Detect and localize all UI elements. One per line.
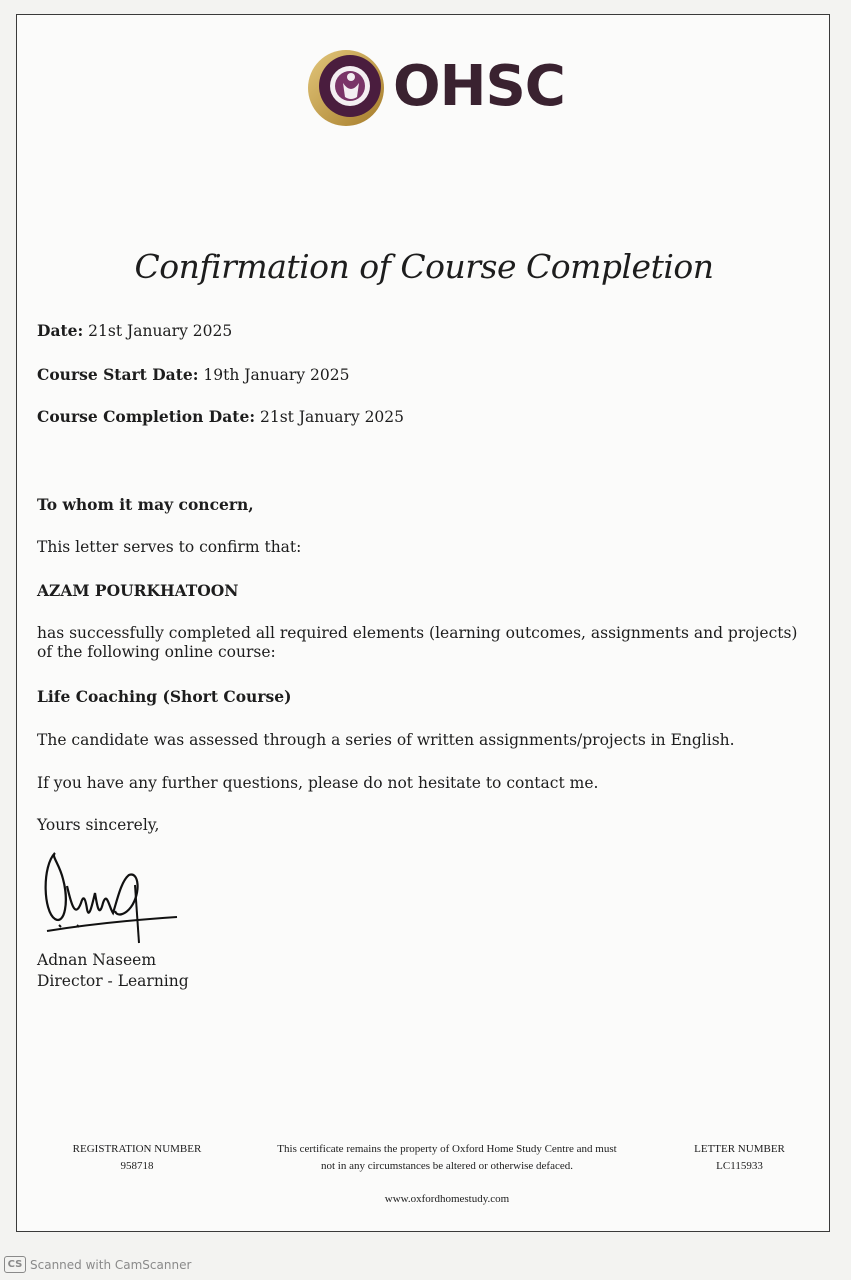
completion-statement: has successfully completed all required elements (learning outcomes, assignments and projects) of the following online course: xyxy=(37,624,798,661)
logo-text: OHSC xyxy=(393,54,565,119)
signatory-name: Adnan Naseem xyxy=(37,951,157,969)
page-title: Confirmation of Course Completion xyxy=(134,247,714,286)
registration-block xyxy=(57,1141,217,1175)
completion-date-line xyxy=(37,407,404,426)
signatory-title: Director - Learning xyxy=(37,972,189,990)
completion-date-label: Course Completion Date: xyxy=(37,407,256,426)
registration-number: 958718 xyxy=(120,1160,154,1172)
questions-text: If you have any further questions, please do not hesitate to contact me. xyxy=(37,774,599,792)
date-value: 21st January 2025 xyxy=(88,322,233,340)
ohsc-logo xyxy=(305,47,567,129)
date-line xyxy=(37,321,232,340)
assessment-text: The candidate was assessed through a series of written assignments/projects in English. xyxy=(37,731,735,749)
letter-number: LC115933 xyxy=(716,1160,763,1172)
registration-label: REGISTRATION NUMBER xyxy=(72,1143,202,1155)
closing-text: Yours sincerely, xyxy=(37,816,160,834)
salutation: To whom it may concern, xyxy=(37,495,254,514)
ohsc-logo-icon xyxy=(305,47,387,129)
recipient-name: AZAM POURKHATOON xyxy=(37,581,239,600)
date-label: Date: xyxy=(37,321,84,340)
intro-text: This letter serves to confirm that: xyxy=(37,538,302,556)
course-name: Life Coaching (Short Course) xyxy=(37,687,292,706)
notice-line-2: not in any circumstances be altered or otherwise defaced. xyxy=(321,1160,573,1172)
website-link[interactable]: www.oxfordhomestudy.com xyxy=(384,1193,510,1205)
completion-date-value: 21st January 2025 xyxy=(259,408,405,426)
camscanner-watermark xyxy=(4,1256,191,1273)
start-date-label: Course Start Date: xyxy=(37,365,199,384)
camscanner-icon: CS xyxy=(4,1256,26,1273)
camscanner-label: Scanned with CamScanner xyxy=(30,1257,192,1272)
letter-number-label: LETTER NUMBER xyxy=(694,1143,785,1155)
start-date-value: 19th January 2025 xyxy=(203,366,350,384)
letter-number-block xyxy=(667,1141,812,1175)
signature-image xyxy=(37,841,187,951)
certificate-page xyxy=(16,14,830,1232)
property-notice xyxy=(247,1141,647,1175)
start-date-line xyxy=(37,365,349,384)
notice-line-1: This certificate remains the property of Oxford Home Study Centre and must xyxy=(277,1143,617,1155)
